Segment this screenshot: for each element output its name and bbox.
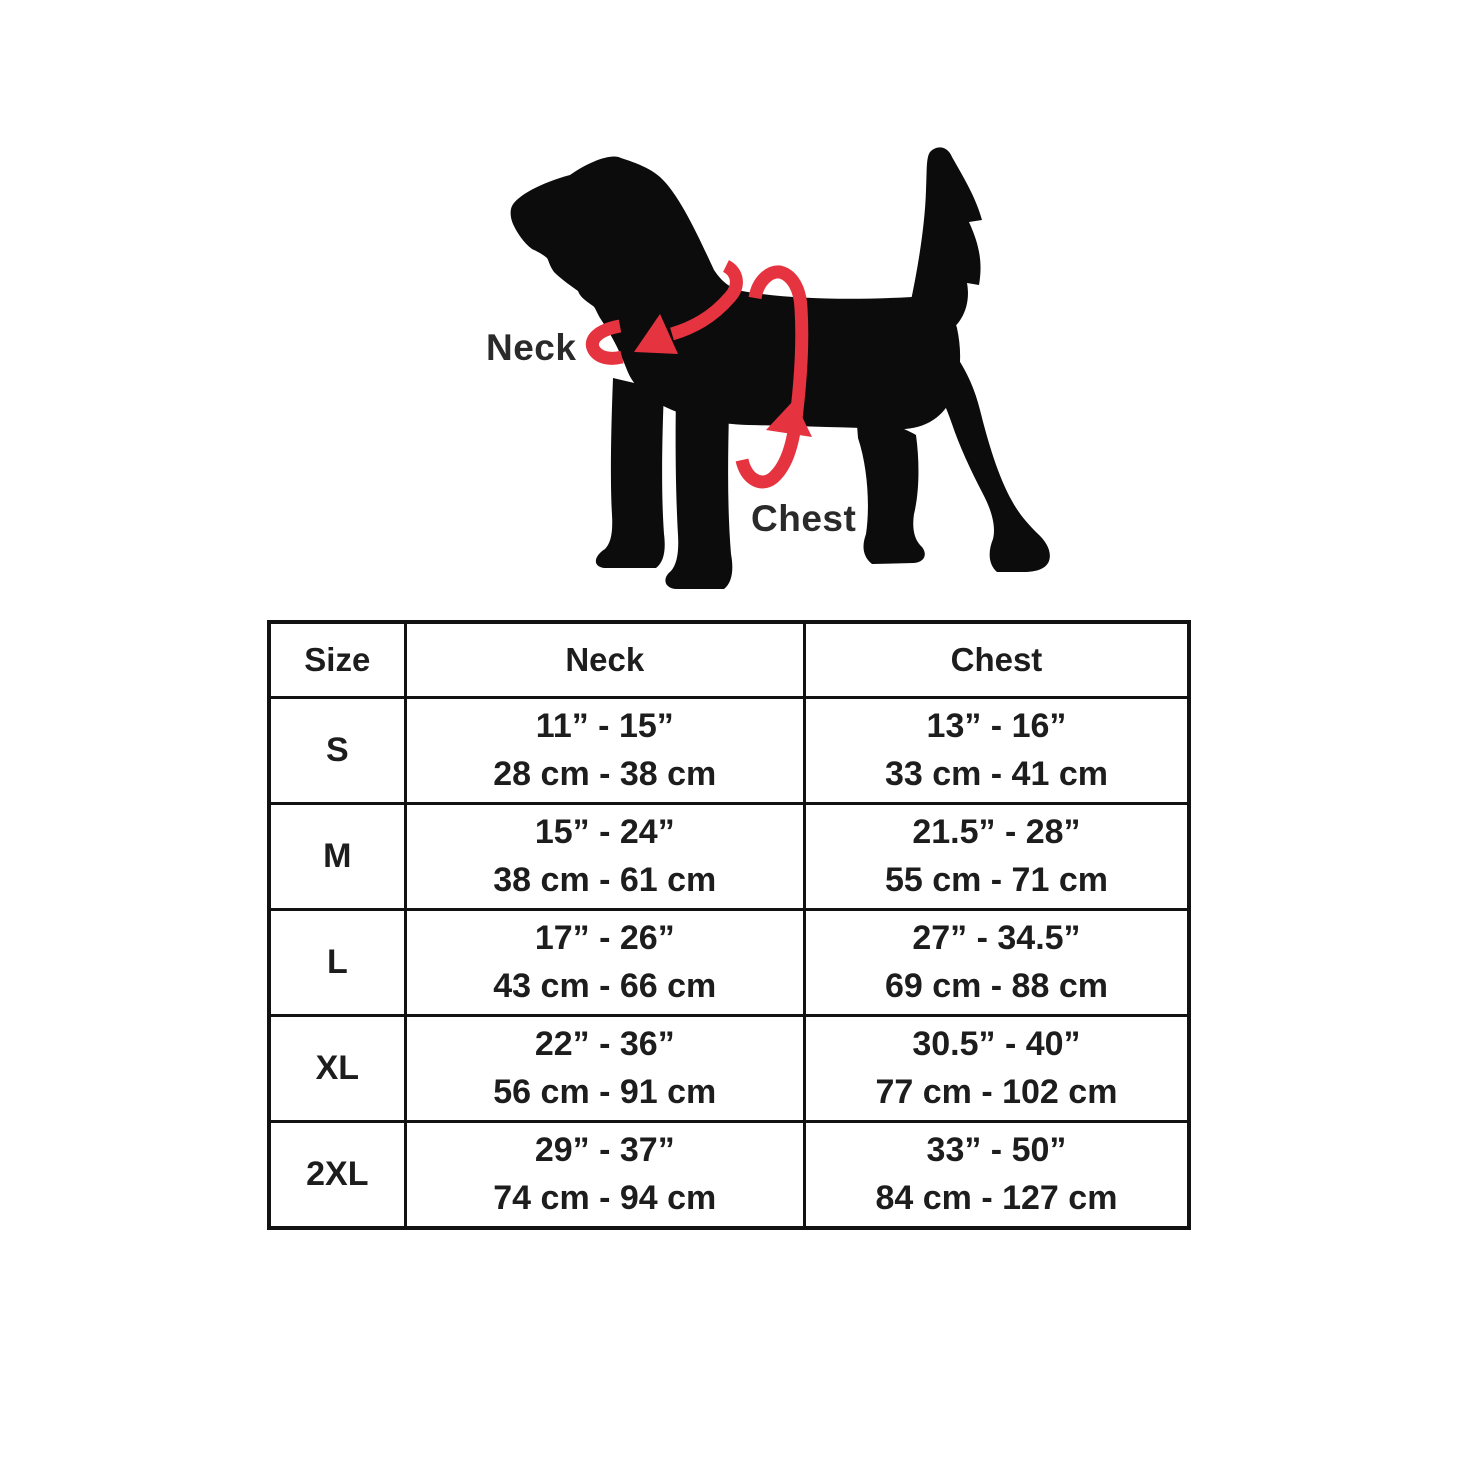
chest-measure-label: Chest [751, 498, 857, 539]
chest-cell [804, 698, 1189, 804]
neck-inches: 15” - 24” [534, 812, 675, 851]
chest-cell [804, 804, 1189, 910]
chest-inches: 13” - 16” [926, 706, 1067, 745]
dog-front-leg-far [665, 395, 732, 589]
size-cell: XL [269, 1016, 405, 1122]
size-cell: L [269, 910, 405, 1016]
column-header-neck: Neck [405, 622, 804, 698]
chest-inches: 33” - 50” [926, 1130, 1067, 1169]
dog-front-leg [596, 378, 665, 568]
size-chart-row-2xl [269, 1122, 1189, 1229]
neck-cell [405, 804, 804, 910]
chest-cm: 84 cm - 127 cm [875, 1178, 1118, 1217]
size-chart-table [267, 620, 1191, 1230]
chest-inches: 30.5” - 40” [912, 1024, 1081, 1063]
chest-inches: 21.5” - 28” [912, 812, 1081, 851]
neck-cm: 56 cm - 91 cm [493, 1072, 717, 1111]
neck-inches: 17” - 26” [534, 918, 675, 957]
chest-cm: 77 cm - 102 cm [875, 1072, 1118, 1111]
neck-cell [405, 698, 804, 804]
neck-inches: 29” - 37” [534, 1130, 675, 1169]
size-chart-row-m [269, 804, 1189, 910]
size-chart-row-l [269, 910, 1189, 1016]
chest-cell [804, 1122, 1189, 1229]
neck-measure-label: Neck [486, 327, 577, 368]
chest-cell [804, 1016, 1189, 1122]
dog-rear-leg-far [856, 412, 925, 564]
size-chart-row-xl [269, 1016, 1189, 1122]
neck-cell [405, 1122, 804, 1229]
neck-inches: 11” - 15” [535, 706, 674, 745]
size-cell: 2XL [269, 1122, 405, 1229]
chest-cm: 55 cm - 71 cm [884, 860, 1108, 899]
size-chart-row-s [269, 698, 1189, 804]
size-chart-header-row [269, 622, 1189, 698]
neck-inches: 22” - 36” [534, 1024, 675, 1063]
neck-cell [405, 910, 804, 1016]
neck-cm: 74 cm - 94 cm [493, 1178, 717, 1217]
neck-cm: 43 cm - 66 cm [493, 966, 717, 1005]
column-header-chest: Chest [804, 622, 1189, 698]
neck-cm: 38 cm - 61 cm [493, 860, 717, 899]
neck-cm: 28 cm - 38 cm [493, 754, 717, 793]
size-cell: S [269, 698, 405, 804]
chest-cm: 33 cm - 41 cm [884, 754, 1108, 793]
size-cell: M [269, 804, 405, 910]
neck-cell [405, 1016, 804, 1122]
chest-cm: 69 cm - 88 cm [884, 966, 1108, 1005]
column-header-size: Size [269, 622, 405, 698]
chest-inches: 27” - 34.5” [912, 918, 1081, 957]
chest-cell [804, 910, 1189, 1016]
